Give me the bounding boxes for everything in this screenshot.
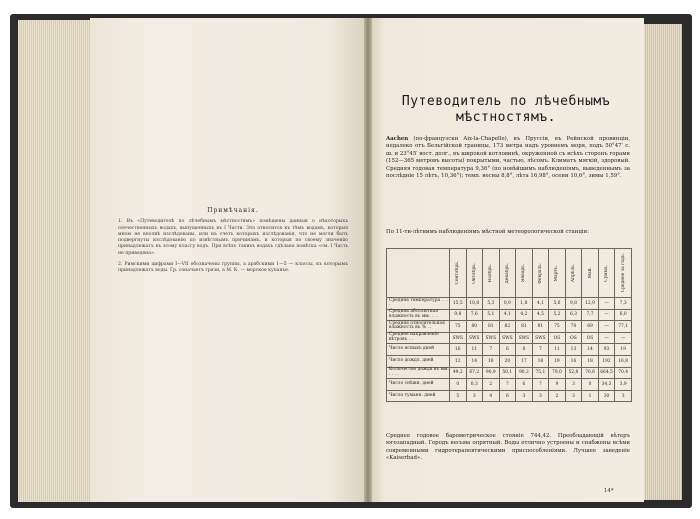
table-cell: 9,8	[449, 309, 466, 321]
table-cell: 7	[532, 344, 549, 356]
table-cell: 70,6	[582, 367, 599, 379]
table-cell: 0,9	[499, 298, 516, 310]
table-cell: 19	[615, 344, 632, 356]
table-cell: 7,6	[466, 309, 483, 321]
row-label: Число ясныхъ дней	[387, 344, 450, 356]
table-cell: 9,8	[565, 298, 582, 310]
row-label: Среднее направленіе вѣтровъ . .	[387, 332, 450, 344]
row-label: Средняя относительная влажность въ % . .	[387, 321, 450, 333]
table-cell: 6,3	[565, 309, 582, 321]
table-cell: 0,3	[466, 379, 483, 391]
meteorological-table	[386, 248, 632, 402]
table-cell: 3	[516, 390, 533, 402]
table-cell: 49,2	[449, 367, 466, 379]
table-cell: 81	[483, 321, 500, 333]
table-cell: 7,3	[615, 298, 632, 310]
footer-paragraph: Среднее годовое барометрическое стояніе 744,42. Преобладающій вѣтеръ югозападный. Городъ весьма опрятный. Воды отлично устроены и снабжены всѣми современными гидротерапевтическими приспособленіями. Лучшее заведеніе «Kaiserbad».	[386, 433, 630, 462]
table-row	[387, 321, 632, 333]
month-header: Сентябрь.	[449, 249, 466, 298]
table-cell: 6	[499, 390, 516, 402]
table-cell: 7	[532, 379, 549, 391]
note-2: 2. Римскими цифрами I—VII обозначены группы, а арабскими 1—5 — классы, къ которымъ принадлежатъ воды. Гр. означаетъ грязи, а М. К. — морское купанье.	[118, 262, 348, 274]
table-body	[387, 298, 632, 402]
table-cell: 19	[549, 355, 566, 367]
table-cell: 3	[565, 379, 582, 391]
table-cell: 0	[582, 379, 599, 391]
left-page	[90, 18, 368, 502]
table-cell: OS	[565, 332, 582, 344]
table-cell: 0	[449, 379, 466, 391]
table-cell: 10,8	[466, 298, 483, 310]
table-row	[387, 298, 632, 310]
table-cell: 75	[449, 321, 466, 333]
title-line-2: мѣстностямъ.	[456, 110, 556, 125]
table-cell: 90,2	[516, 367, 533, 379]
table-row	[387, 367, 632, 379]
table-cell: 75,1	[532, 367, 549, 379]
row-label: Число туманн. дней	[387, 390, 450, 402]
note-1: 1. Въ «Путеводителѣ по лѣчебнымъ мѣстностямъ» помѣщены данныя о нѣкоторыхъ отечественныхъ водахъ, выпущенныхъ въ I Части. Это относится къ тѣмъ водамъ, которыя мною не вполнѣ изслѣдованы, или на счетъ которыхъ изслѣдованія, что не могли быть подвергнуты изслѣдованію по извѣстнымъ причинамъ, и которыя по своему значенію принадлежатъ къ этому классу водъ. При всѣхъ такихъ водахъ сдѣлана помѣтка «см. I Часть не приведена».	[118, 219, 348, 256]
table-cell: 18	[483, 355, 500, 367]
month-header: Мартъ.	[549, 249, 566, 298]
table-cell: 5	[449, 390, 466, 402]
table-cell: 81	[532, 321, 549, 333]
table-cell: 3,9	[615, 379, 632, 391]
table-cell: 2	[483, 379, 500, 391]
table-cell: 13	[565, 344, 582, 356]
table-cell: SWS	[516, 332, 533, 344]
table-cell: 4,5	[532, 309, 549, 321]
entry-paragraph	[386, 136, 630, 180]
entry-name: Aachen	[386, 136, 409, 142]
table-cell: 15,5	[449, 298, 466, 310]
table-cell: 7	[499, 379, 516, 391]
table-row	[387, 309, 632, 321]
table-cell: 81	[516, 321, 533, 333]
page-number: 14*	[604, 488, 614, 494]
row-label: Средняя абсолютная влажность въ мм. . . .	[387, 309, 450, 321]
table-cell: 12	[449, 355, 466, 367]
table-cell: 11	[466, 344, 483, 356]
table-cell: 5,1	[483, 309, 500, 321]
row-label: Количество дождя въ мм. . . . .	[387, 367, 450, 379]
table-cell: 3	[565, 390, 582, 402]
table-cell: OS	[582, 332, 599, 344]
table-cell: 4	[483, 390, 500, 402]
table-cell: 79,0	[549, 367, 566, 379]
table-cell: 90,9	[483, 367, 500, 379]
month-header: Апрѣль.	[565, 249, 582, 298]
table-cell: 1,8	[516, 298, 533, 310]
table-cell: 80	[466, 321, 483, 333]
annual-mean-header: Среднее за годъ.	[615, 249, 632, 298]
table-cell: 5,6	[549, 298, 566, 310]
table-cell: SWS	[483, 332, 500, 344]
table-cell: 34,3	[598, 379, 615, 391]
sum-header: Сумма.	[598, 249, 615, 298]
table-row	[387, 355, 632, 367]
table-cell: 17	[516, 355, 533, 367]
table-cell: 4,2	[516, 309, 533, 321]
table-cell: 16,8	[615, 355, 632, 367]
stations-line: По 11-ти-лѣтнимъ наблюденіямъ мѣстной метеорологической станціи:	[386, 229, 589, 235]
table-cell: —	[598, 321, 615, 333]
table-cell: 18	[532, 355, 549, 367]
table-cell: 7	[483, 344, 500, 356]
table-cell: SWS	[449, 332, 466, 344]
table-cell: 52,8	[565, 367, 582, 379]
table-corner	[387, 249, 450, 298]
table-cell: 18	[582, 355, 599, 367]
right-page-edges	[640, 24, 682, 500]
table-header-row	[387, 249, 632, 298]
notes-block	[118, 208, 348, 280]
left-page-edges	[18, 20, 98, 502]
page-title	[380, 94, 632, 126]
table-cell: 93	[598, 344, 615, 356]
row-label: Средняя температура . . . .	[387, 298, 450, 310]
month-header: Февраль.	[532, 249, 549, 298]
table-cell: —	[598, 332, 615, 344]
row-label: Число дождл. дней	[387, 355, 450, 367]
table-cell: —	[598, 309, 615, 321]
right-page	[368, 18, 644, 502]
table-cell: 3	[532, 390, 549, 402]
table-cell: 5,2	[549, 309, 566, 321]
table-cell: 12,9	[582, 298, 599, 310]
month-header: Ноябрь.	[483, 249, 500, 298]
table-cell: OS	[549, 332, 566, 344]
month-header: Январь.	[516, 249, 533, 298]
table-cell: 4,1	[532, 298, 549, 310]
table-cell: 1	[582, 390, 599, 402]
table-cell: 5,3	[483, 298, 500, 310]
table-cell: 6,0	[615, 309, 632, 321]
table-cell: 69	[582, 321, 599, 333]
month-header: Май.	[582, 249, 599, 298]
month-header: Декабрь.	[499, 249, 516, 298]
table-cell: 9	[549, 379, 566, 391]
notes-title: Примѣчанія.	[207, 207, 259, 214]
table-row	[387, 344, 632, 356]
book-gutter	[364, 18, 372, 502]
table-cell: 50,1	[499, 367, 516, 379]
table-cell: 664,5	[598, 367, 615, 379]
table-cell: 192	[598, 355, 615, 367]
table-cell: 70	[565, 321, 582, 333]
table-cell: 67,2	[466, 367, 483, 379]
table-row	[387, 379, 632, 391]
table-cell: 70,4	[615, 367, 632, 379]
table-cell: 2	[549, 390, 566, 402]
table-cell: 16	[565, 355, 582, 367]
table-cell: 82	[499, 321, 516, 333]
row-label: Число снѣжн. дней	[387, 379, 450, 391]
table-cell: 6	[499, 344, 516, 356]
table-cell: 7,7	[582, 309, 599, 321]
table-cell: 30	[598, 390, 615, 402]
table-cell: 4,1	[499, 309, 516, 321]
table-cell: 6	[516, 379, 533, 391]
table-cell: —	[615, 332, 632, 344]
table-cell: 77,1	[615, 321, 632, 333]
table-cell: 14	[466, 355, 483, 367]
table-row	[387, 332, 632, 344]
table-cell: 3	[466, 390, 483, 402]
open-book	[10, 14, 692, 508]
table-row	[387, 390, 632, 402]
table-cell: SWS	[466, 332, 483, 344]
table-cell: 11	[549, 344, 566, 356]
entry-text: (по-французски Aix-la-Chapelle), въ Пруссіи, въ Рейнской провинціи, недалеко отъ Бельгійской границы, 173 метра надъ уровнемъ моря, подъ 50°47′ с. ш. и 23°45′ вост. долг., въ широкой котловинѣ, окруженной съ всѣхъ сторонъ горами (152—365 метровъ высоты) покрытыми, частью, лѣсомъ. Климатъ мягкій, здоровый. Средняя годовая температура 9,36° (по новѣйшимъ наблюденіямъ, выведеннымъ за послѣдніе 15 лѣтъ, 10,36°); темп. весны 8,8°, лѣта 16,98°, осени 10,6°, зимы 1,59°.	[386, 136, 630, 180]
table-cell: 75	[549, 321, 566, 333]
table-cell: SWS	[532, 332, 549, 344]
table-cell: 16	[449, 344, 466, 356]
title-line-1: Путеводитель по лѣчебнымъ	[401, 94, 611, 109]
table-cell: —	[598, 298, 615, 310]
table-cell: 20	[499, 355, 516, 367]
table-cell: 14	[582, 344, 599, 356]
table-cell: SWS	[499, 332, 516, 344]
month-header: Октябрь.	[466, 249, 483, 298]
table-cell: 8	[516, 344, 533, 356]
table-cell: 3	[615, 390, 632, 402]
